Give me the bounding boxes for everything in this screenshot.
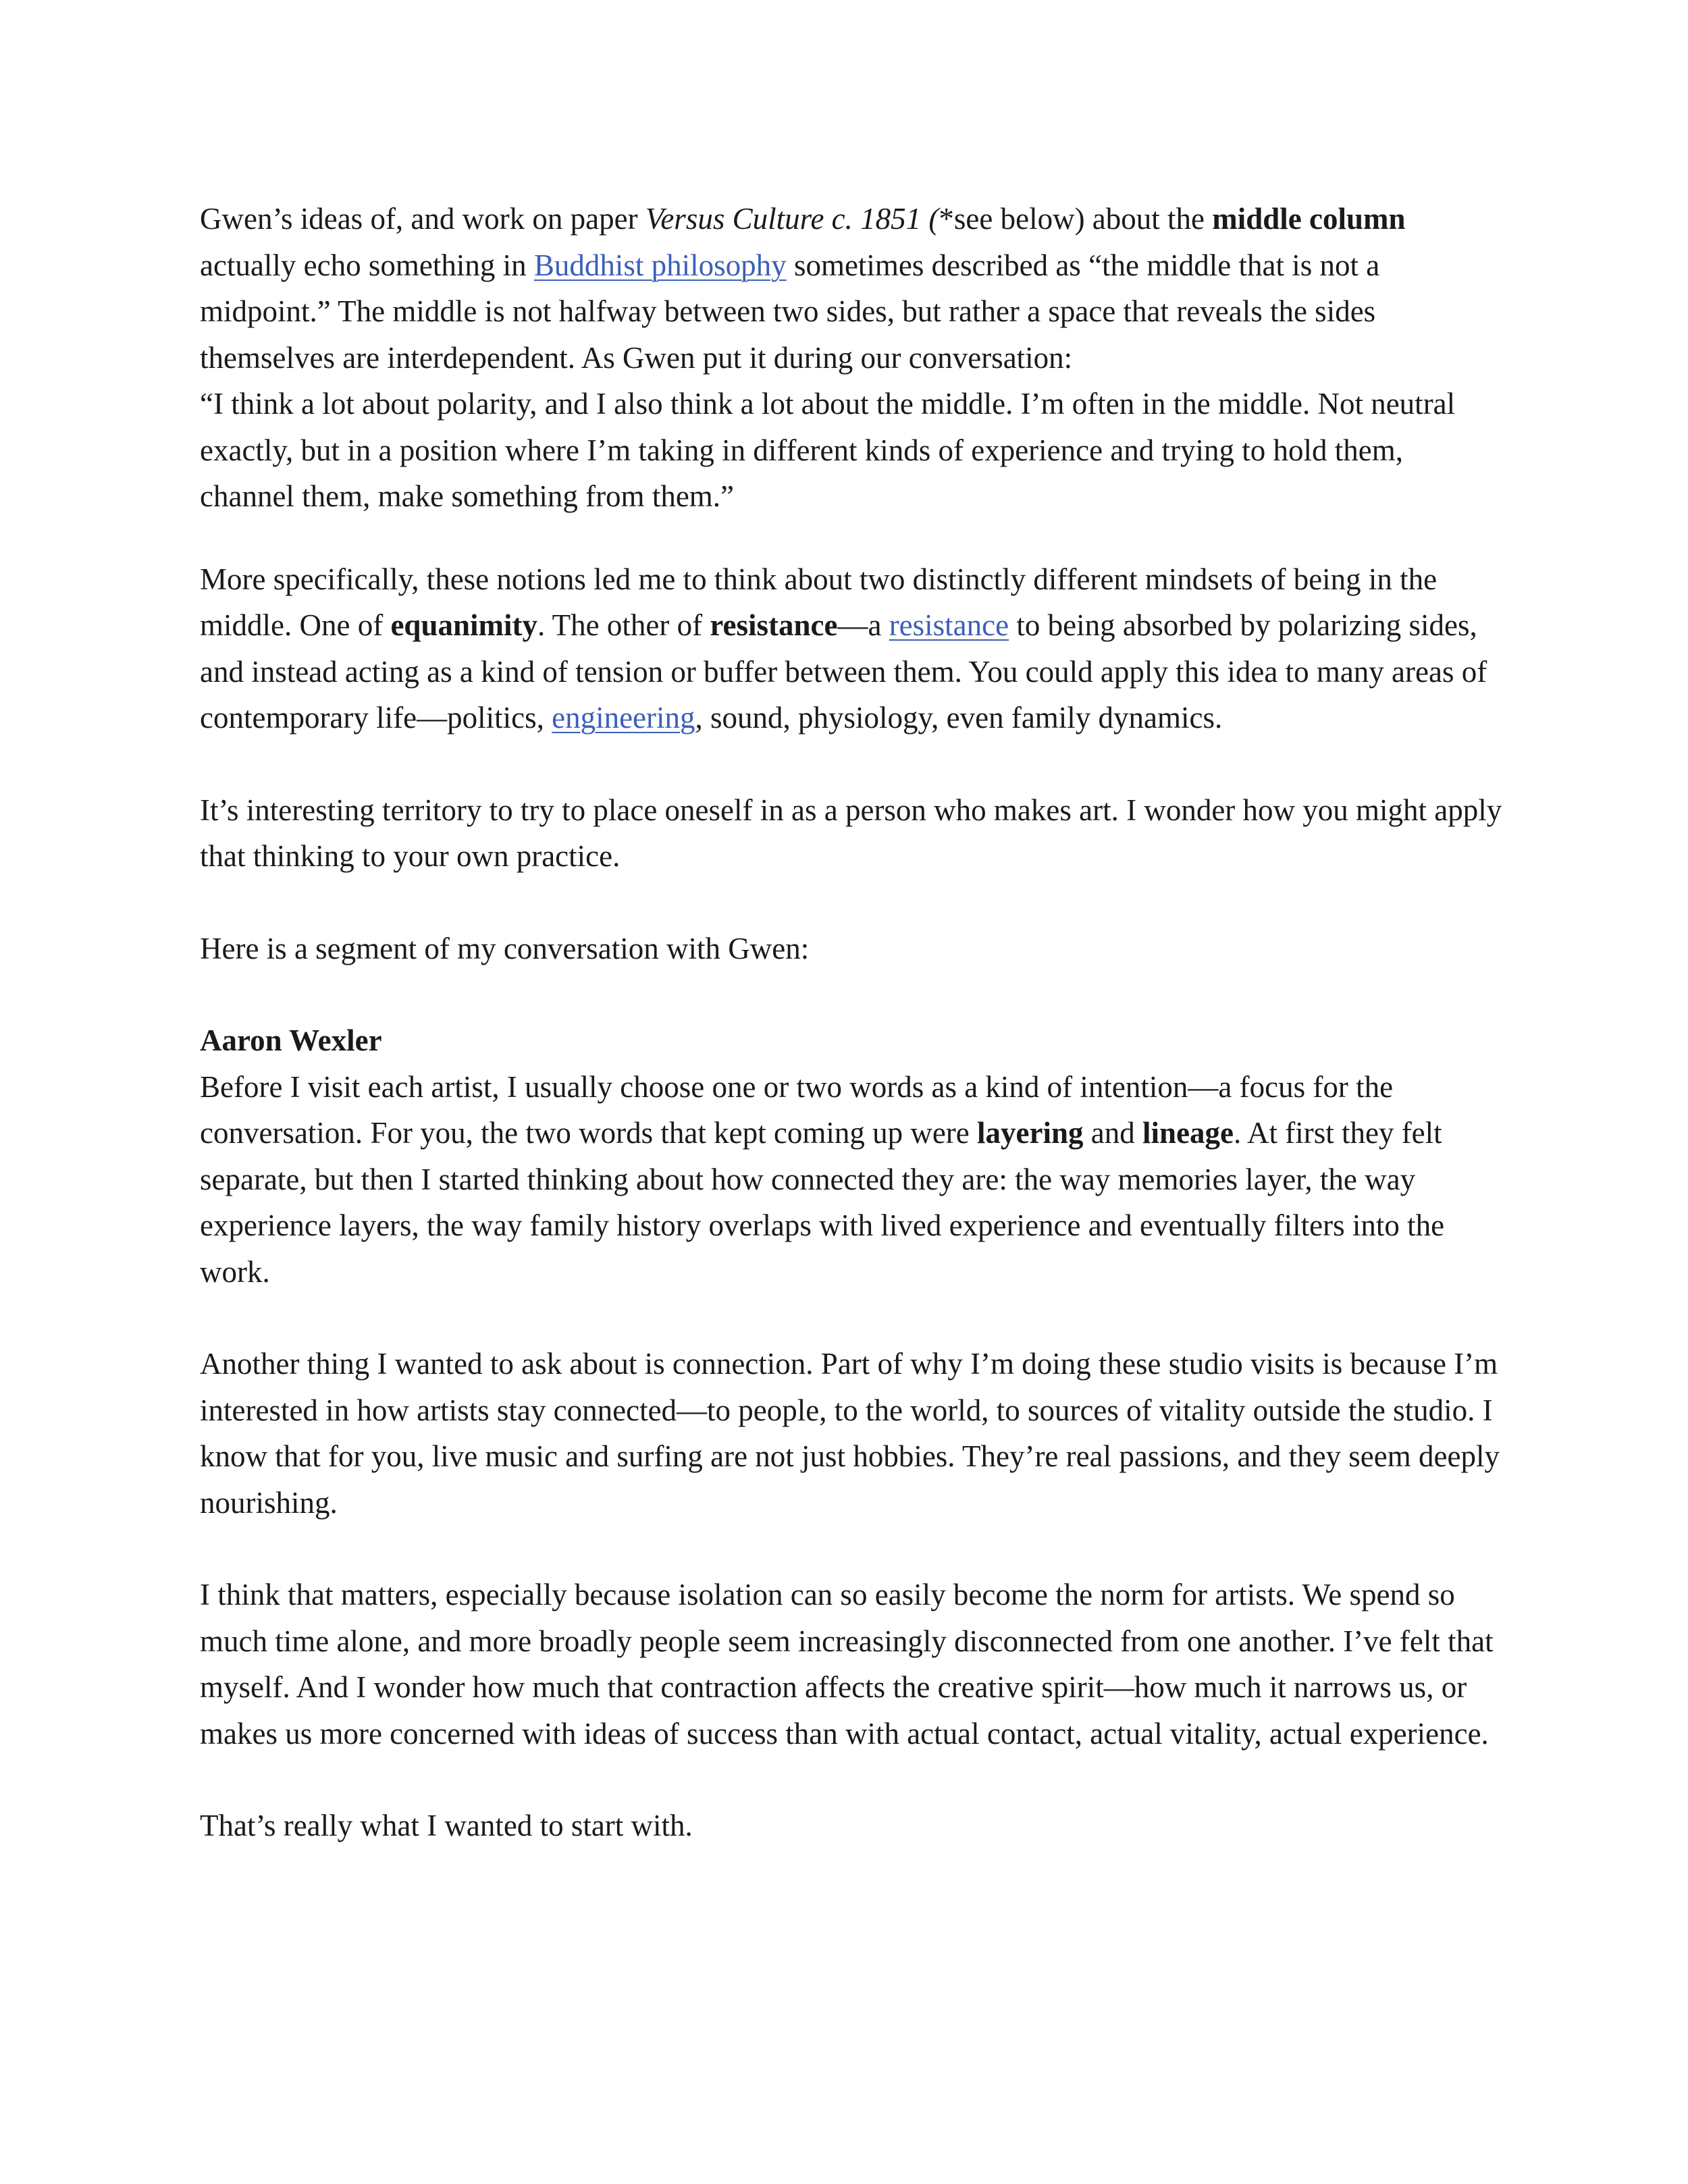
text: actually echo something in [200, 248, 534, 282]
text: Gwen’s ideas of, and work on paper [200, 202, 645, 236]
text: Before I visit each artist, I usually choose one or two words as a kind of intention—a focus for the conversation. For you, the two words that kept coming up were [200, 1069, 1394, 1150]
bold-term-middle-column: middle column [1212, 202, 1406, 236]
bold-term-layering: layering [977, 1116, 1084, 1150]
text: *see below) about the [939, 202, 1213, 236]
bold-term-resistance: resistance [710, 608, 838, 642]
paragraph-spacer [200, 1757, 1503, 1803]
speaker-name [200, 1017, 1503, 1064]
paragraph-closing: That’s really what I wanted to start with. [200, 1809, 693, 1842]
text: to being absorbed by polarizing sides, and instead acting as a kind of tension or buffer between them. You could apply this idea to many areas of contemporary life—politics, [200, 608, 1487, 735]
paragraph-spacer [200, 880, 1503, 926]
paragraph-spacer [200, 971, 1503, 1017]
text: and [1083, 1116, 1142, 1150]
paragraph-isolation: I think that matters, especially because isolation can so easily become the norm for artists. We spend so much time alone, and more broadly people seem increasingly disconnected from one another. I’ve felt that myself. And I wonder how much that contraction affects the creative spirit—how much it narrows us, or makes us more concerned with ideas of success than with actual contact, actual vitality, actual experience. [200, 1578, 1494, 1751]
text: —a [837, 608, 889, 642]
text: . The other of [537, 608, 710, 642]
text: . At first they felt separate, but then I started thinking about how connected they are: the way memories layer, the way experience layers, the way family history overlaps with lived experience and eventually filters into the work. [200, 1116, 1445, 1289]
bold-term-equanimity: equanimity [390, 608, 537, 642]
text: , sound, physiology, even family dynamics. [695, 701, 1223, 735]
document-body [200, 196, 1503, 1849]
paragraph-quote: “I think a lot about polarity, and I also think a lot about the middle. I’m often in the middle. Not neutral exactly, but in a position where I’m taking in different kinds of experience and trying to hold them, channel them, make something from them.” [200, 387, 1456, 513]
paragraph-spacer [200, 520, 1503, 556]
text: More specifically, these notions led me to think about two distinctly different mindsets of being in the middle. One of [200, 562, 1438, 642]
paragraph-spacer [200, 741, 1503, 787]
artwork-title: Versus Culture c. 1851 ( [645, 202, 939, 236]
paragraph-intention [200, 1064, 1503, 1296]
speaker-label: Aaron Wexler [200, 1023, 382, 1057]
link-engineering[interactable]: engineering [552, 701, 695, 735]
bold-term-lineage: lineage [1142, 1116, 1234, 1150]
link-buddhist-philosophy[interactable]: Buddhist philosophy [533, 248, 787, 282]
paragraph-spacer [200, 1295, 1503, 1341]
link-resistance[interactable]: resistance [889, 608, 1009, 642]
paragraph-spacer [200, 1526, 1503, 1572]
paragraph-territory: It’s interesting territory to try to place oneself in as a person who makes art. I wonder how you might apply that thinking to your own practice. [200, 793, 1502, 873]
paragraph-segment-intro: Here is a segment of my conversation with Gwen: [200, 931, 810, 965]
paragraph-middle-column [200, 196, 1503, 381]
text: sometimes described as “the middle that is not a midpoint.” The middle is not halfway between two sides, but rather a space that reveals the sides themselves are interdependent. As Gwen put it during our conversation: [200, 248, 1380, 375]
paragraph-mindsets [200, 556, 1503, 741]
paragraph-connection: Another thing I wanted to ask about is connection. Part of why I’m doing these studio visits is because I’m interested in how artists stay connected—to people, to the world, to sources of vitality outside the studio. I know that for you, live music and surfing are not just hobbies. They’re real passions, and they seem deeply nourishing. [200, 1347, 1500, 1520]
